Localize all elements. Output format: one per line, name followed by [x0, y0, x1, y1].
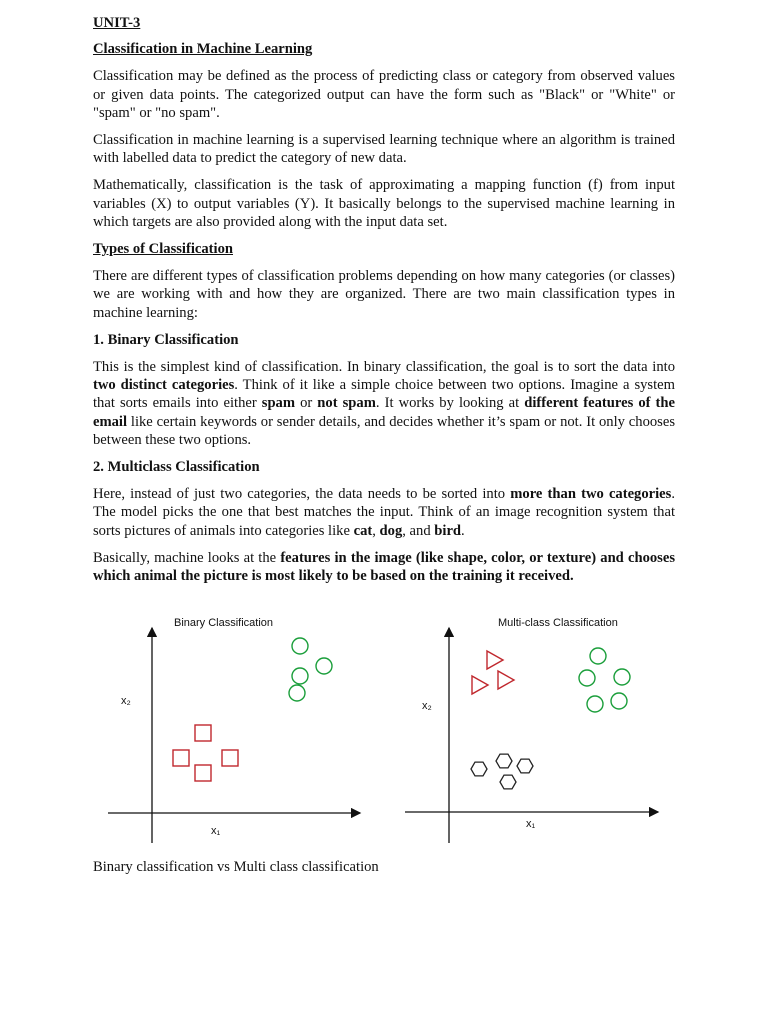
black-hexagon-point [500, 775, 516, 789]
paragraph-definition: Classification may be defined as the process of predicting class or category from observed values or given data points. The categorized output can have the form such as "Black" or "White" or "spam" or "no spam". [93, 68, 675, 121]
binary-x-axis-label: x₁ [211, 825, 221, 837]
multiclass-heading: 2. Multiclass Classification [93, 459, 260, 476]
red-triangle-point [498, 671, 514, 689]
multiclass-paragraph: Here, instead of just two categories, the data needs to be sorted into more than two categories. The model picks the one that best matches the input. Think of an image recognition system that sorts pictures of animals into categories like cat, dog, and bird. [93, 486, 675, 539]
red-square-point [195, 765, 211, 781]
unit-title: UNIT-3 [93, 15, 141, 31]
multiclass-y-axis-label: x₂ [422, 700, 432, 712]
green-circle-point [587, 696, 603, 712]
multiclass-x-axis-label: x₁ [526, 818, 536, 830]
figure-caption: Binary classification vs Multi class classification [93, 859, 379, 875]
paragraph-supervised: Classification in machine learning is a supervised learning technique where an algorithm is trained with labelled data to predict the category of new data. [93, 132, 675, 167]
multiclass-green-class [579, 648, 630, 712]
red-triangle-point [472, 676, 488, 694]
black-hexagon-point [517, 759, 533, 773]
classification-figure [0, 600, 768, 860]
binary-chart-title: Binary Classification [174, 617, 274, 629]
green-circle-point [316, 658, 332, 674]
black-hexagon-point [471, 762, 487, 776]
binary-paragraph: This is the simplest kind of classification. In binary classification, the goal is to sort the data into two distinct categories. Think of it like a simple choice between two options. Imagine a system that sorts emails into either spam or not spam. It works by looking at different features of the email like certain keywords or sender details, and decides whether it’s spam or not. It only chooses between these two options. [93, 359, 676, 448]
multiclass-chart [405, 617, 658, 843]
green-circle-point [579, 670, 595, 686]
green-circle-point [614, 669, 630, 685]
black-hexagon-point [496, 754, 512, 768]
binary-heading: 1. Binary Classification [93, 331, 239, 348]
document-page [93, 14, 675, 594]
types-heading: Types of Classification [93, 241, 233, 258]
section-title: Classification in Machine Learning [93, 41, 313, 58]
multiclass-chart-title: Multi-class Classification [498, 617, 618, 629]
red-square-point [173, 750, 189, 766]
red-triangle-point [487, 651, 503, 669]
green-circle-point [292, 638, 308, 654]
green-circle-point [292, 668, 308, 684]
binary-y-axis-label: x₂ [121, 695, 131, 707]
green-circle-point [611, 693, 627, 709]
red-square-point [222, 750, 238, 766]
binary-red-class [173, 725, 238, 781]
multiclass-black-class [471, 754, 533, 789]
green-circle-point [289, 685, 305, 701]
red-square-point [195, 725, 211, 741]
types-intro: There are different types of classification problems depending on how many categories (or classes) we are working with and how they are organized. There are two main classification types in machine learning: [93, 268, 675, 321]
binary-green-class [289, 638, 332, 701]
paragraph-mathematical: Mathematically, classification is the task of approximating a mapping function (f) from input variables (X) to output variables (Y). It basically belongs to the supervised machine learning in which targets are also provided along with the input data set. [93, 177, 675, 230]
binary-chart [108, 617, 360, 843]
green-circle-point [590, 648, 606, 664]
multiclass-red-class [472, 651, 514, 694]
multiclass-paragraph-2: Basically, machine looks at the features in the image (like shape, color, or texture) and chooses which animal the picture is most likely to be based on the training it received. [93, 549, 675, 585]
